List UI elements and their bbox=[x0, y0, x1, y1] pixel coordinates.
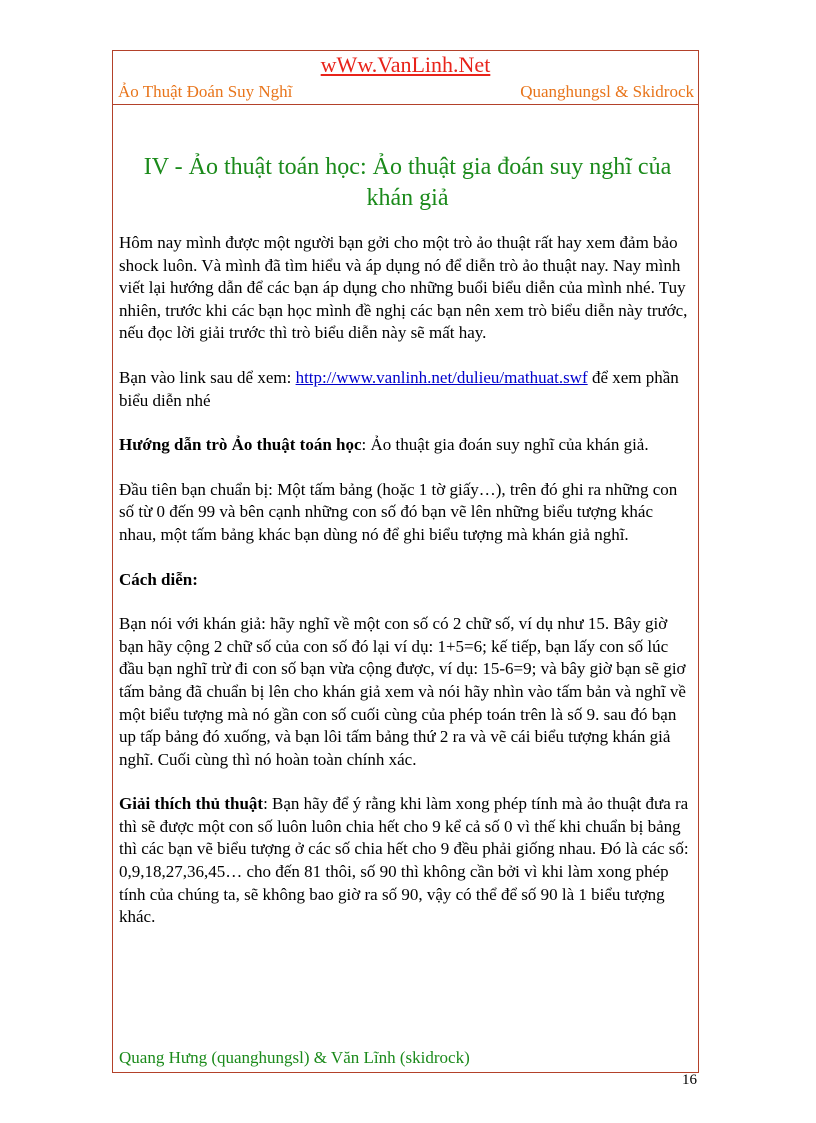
swf-demo-link[interactable]: http://www.vanlinh.net/dulieu/mathuat.swf bbox=[295, 367, 588, 387]
explanation-paragraph bbox=[119, 793, 693, 929]
preparation-paragraph: Đầu tiên bạn chuẩn bị: Một tấm bảng (hoặc 1 tờ giấy…), trên đó ghi ra những con số từ 0 đến 99 và bên cạnh những con số đó bạn vẽ lên những biểu tượng khác nhau, một tấm bảng khác bạn dùng nó để ghi biểu tượng mà khán giả nghĩ. bbox=[119, 479, 678, 544]
header-divider bbox=[112, 104, 699, 105]
intro-paragraph: Hôm nay mình được một người bạn gởi cho một trò ảo thuật rất hay xem đảm bảo shock luôn. Và mình đã tìm hiểu và áp dụng nó để diễn trò ảo thuật nay. Nay mình viết lại hướng dẫn để các bạn áp dụng cho những buổi biểu diễn của mình nhé. Tuy nhiên, trước khi các bạn học mình đề nghị các bạn nên xem trò biểu diễn này trước, nếu đọc lời giải trước thì trò biểu diễn này sẽ mất hay. bbox=[119, 233, 688, 343]
header-document-title: Ảo Thuật Đoán Suy Nghĩ bbox=[118, 82, 293, 101]
footer-authors: Quang Hưng (quanghungsl) & Văn Lĩnh (skidrock) bbox=[119, 1048, 470, 1067]
method-paragraph: Bạn nói với khán giả: hãy nghĩ về một con số có 2 chữ số, ví dụ như 15. Bây giờ bạn hãy cộng 2 chữ số của con số đó lại ví dụ: 1+5=6; kế tiếp, bạn lấy con số lúc đầu bạn nghĩ trừ đi con số bạn vừa cộng được, ví dụ: 15-6=9; và bây giờ bạn sẽ giơ tấm bảng đã chuẩn bị lên cho khán giả xem và nói hãy nhìn vào tấm bản và nghĩ về một biểu tượng mà nó gần con số cuối cùng của phép toán trên là số 9. sau đó bạn up tấp bảng đó xuống, và bạn lôi tấm bảng thứ 2 ra và vẽ cái biểu tượng khán giả nghĩ. Cuối cùng thì nó hoàn toàn chính xác. bbox=[119, 614, 686, 769]
guide-text: : Ảo thuật gia đoán suy nghĩ của khán giả. bbox=[361, 435, 649, 455]
guide-title: Hướng dẫn trò Ảo thuật toán học bbox=[119, 435, 362, 455]
explanation-text: : Bạn hãy để ý rằng khi làm xong phép tính mà ảo thuật đưa ra thì sẽ được một con số luôn luôn chia hết cho 9 kể cả số 0 vì thế khi chuẩn bị bảng thì các bạn vẽ biểu tượng ở các số chia hết cho 9 đều phải giống nhau. Đó là các số: 0,9,18,27,36,45… cho đến 81 thôi, số 90 thì không cần bởi vì khi làm xong phép tính của chúng ta, sẽ không bao giờ ra số 90, vậy có thể để số 90 là 1 biểu tượng khác. bbox=[119, 794, 689, 927]
link-paragraph bbox=[119, 367, 693, 412]
section-heading: IV - Ảo thuật toán học: Ảo thuật gia đoán suy nghĩ của khán giả bbox=[143, 154, 672, 211]
explanation-title: Giải thích thủ thuật bbox=[119, 794, 264, 814]
page-number: 16 bbox=[682, 1072, 697, 1088]
guide-paragraph bbox=[119, 434, 693, 457]
header-authors: Quanghungsl & Skidrock bbox=[520, 82, 694, 101]
link-intro-text: Bạn vào link sau dể xem: bbox=[119, 367, 296, 387]
document-body bbox=[119, 232, 693, 951]
method-title bbox=[119, 569, 693, 592]
link-outro-text: để xem phần biểu diễn nhé bbox=[119, 367, 679, 410]
site-title-link[interactable]: wWw.VanLinh.Net bbox=[320, 52, 491, 77]
method-title-text: Cách diễn: bbox=[119, 569, 198, 589]
